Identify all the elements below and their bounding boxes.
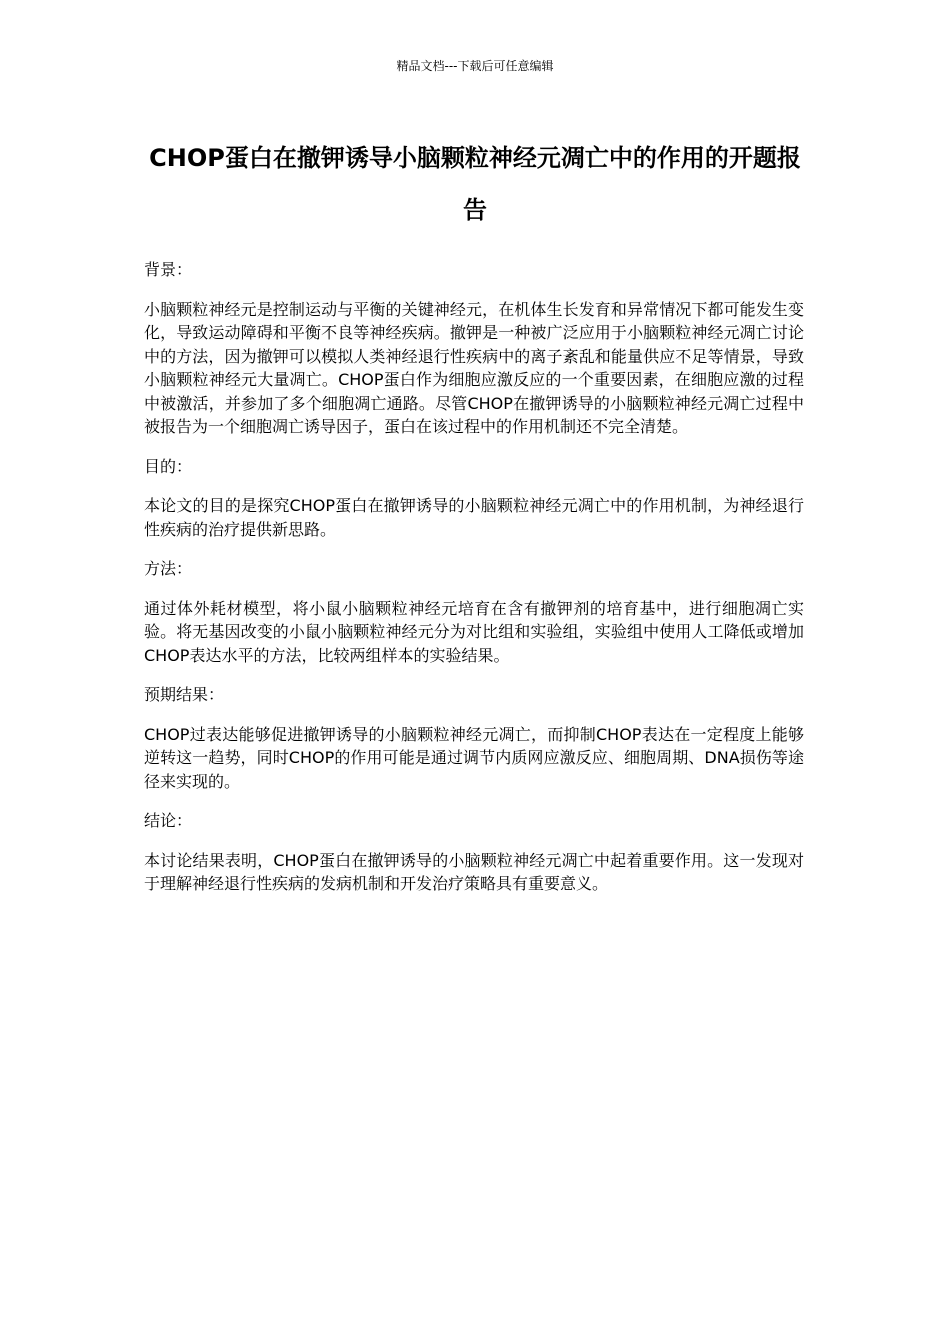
section-heading: 方法： (144, 559, 193, 578)
section-expected-results (144, 683, 804, 793)
section-body: 本论文的目的是探究CHOP蛋白在撤钾诱导的小脑颗粒神经元凋亡中的作用机制，为神经退行性疾病的治疗提供新思路。 (144, 496, 804, 539)
section-body: 本讨论结果表明，CHOP蛋白在撤钾诱导的小脑颗粒神经元凋亡中起着重要作用。这一发现对于理解神经退行性疾病的发病机制和开发治疗策略具有重要意义。 (144, 850, 804, 893)
section-body: CHOP过表达能够促进撤钾诱导的小脑颗粒神经元凋亡，而抑制CHOP表达在一定程度上能够逆转这一趋势，同时CHOP的作用可能是通过调节内质网应激反应、细胞周期、DNA损伤等途径来实现的。 (144, 724, 804, 791)
section-objective (144, 455, 804, 542)
section-methods (144, 557, 804, 667)
document-content (144, 258, 804, 912)
section-conclusion (144, 809, 804, 896)
section-body: 通过体外耗材模型，将小鼠小脑颗粒神经元培育在含有撤钾剂的培育基中，进行细胞凋亡实验。将无基因改变的小鼠小脑颗粒神经元分为对比组和实验组，实验组中使用人工降低或增加CHOP表达水平的方法，比较两组样本的实验结果。 (144, 598, 804, 665)
section-body: 小脑颗粒神经元是控制运动与平衡的关键神经元，在机体生长发育和异常情况下都可能发生变化，导致运动障碍和平衡不良等神经疾病。撤钾是一种被广泛应用于小脑颗粒神经元凋亡讨论中的方法，因为撤钾可以模拟人类神经退行性疾病中的离子紊乱和能量供应不足等情景，导致小脑颗粒神经元大量凋亡。CHOP蛋白作为细胞应激反应的一个重要因素，在细胞应激的过程中被激活，并参加了多个细胞凋亡通路。尽管CHOP在撤钾诱导的小脑颗粒神经元凋亡过程中被报告为一个细胞凋亡诱导因子，蛋白在该过程中的作用机制还不完全清楚。 (144, 299, 804, 436)
header-note: 精品文档---下载后可任意编辑 (396, 59, 554, 73)
section-heading: 目的： (144, 456, 193, 476)
section-heading: 预期结果： (144, 685, 225, 704)
document-title: CHOP蛋白在撤钾诱导小脑颗粒神经元凋亡中的作用的开题报告 (149, 144, 801, 224)
section-heading: 背景： (144, 260, 193, 279)
section-background (144, 258, 804, 439)
section-heading: 结论： (144, 811, 193, 830)
